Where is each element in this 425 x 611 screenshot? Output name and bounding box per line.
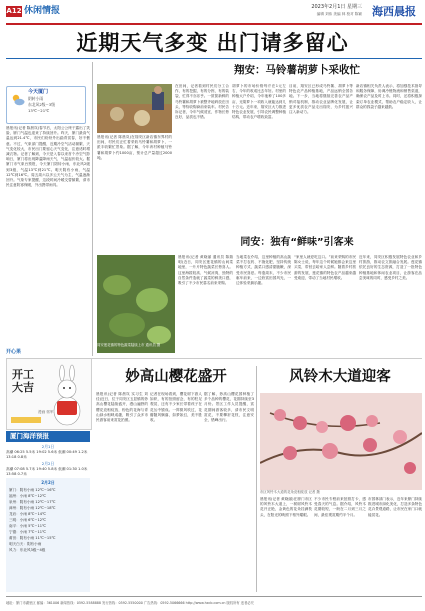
comic-section-label: 开心果 [6,349,22,355]
regional-weather-list [9,487,89,553]
section-title: 休闲情报 [24,6,61,16]
blossom-photo-caption: 市区风铃木大道的花朵竞相绽放 记者 摄 [260,490,320,494]
regional-weather-date: 2月2日 [41,480,55,485]
article-cherry-col1: 晨报讯(记者 陈晨岚 实习生 刘佳)近日，位于同安区五显镇的妙高山樱花陆续盛开，漫山遍野的樱花竞相绽放，粉色的花海与青山绿水相映成趣，吸引了众多市民游客前来赏花拍照。 [96,392,148,423]
tide-date-2: 2月2日 [41,461,55,466]
weather-wind: 东北风2级~3级 [28,102,55,107]
weather-line: 泉州：阴有小雨 12℃~17℃ [9,500,56,504]
article-trumpet-tree-col3: 市园林部门表示，近年来厦门持续推进城市绿化美化，打造多条特色花卉景观道路，让市民在家门口就能赏花。 [368,497,422,517]
article-xiangan-title: 翔安：马铃薯胡萝卜采收忙 [234,64,360,76]
tide-row-2: 高潮 07:08 5.7米 19:40 5.8米 低潮 01:30 1.0米 13:58 0.7米 [6,467,88,477]
weather-line: 明天白天：阴有小雨 [9,542,42,546]
article-tongan-title: 同安：独有“鲜味”引客来 [240,237,354,248]
article-tongan-col4: 近年来，同安区积极发展特色农业和乡村旅游，推动农文旅融合发展。莲花镇依托良好的生态资源，打造了一批特色种植基地和休闲农业项目，让游客在品尝美味的同时，感受乡村之美。 [359,255,422,280]
comic-title-line1: 开工 [12,368,34,381]
weather-line: 风力：东北风3级~4级 [9,548,46,552]
left-article-body: 晨报讯(记者 陈晨岚)春节后，太阳公公终于露出了笑脸，厦门气温也迎来了持续回升。昨天，厦门最高气温达到21.4℃，市民们纷纷外出踏青赏春，好不惬意。不过，气象部门提醒，近期冷空气活动频繁，天气变化较大，市民出门要留心天气变化，注意适时增减衣物。记者了解到，今天是入春以来首个冷空气影响日，厦门将出现降温降雨天气，气温起伏较大。据厦门市气象台预报，今天厦门阴转小雨，东北风2级到3级，气温13℃到21℃。明天阴有小雨，气温12℃到16℃。周五周六以多云天气为主，气温逐渐回升。气象专家提醒，这段时间冷暖交替频繁，请市民注意防寒保暖，外出携带雨具。 [6,126,90,188]
header-divider [6,23,422,25]
vegetable-photo-caption: 同安莲花镇的特色蔬菜陆续上市 通讯员 摄 [97,343,161,347]
cloud-sun-icon [10,92,26,108]
weather-condition: 阴转小雨 [28,96,44,101]
article-trumpet-tree-col1: 晨报讯(记者 黄晓丽)在厦门市区的风铃木大道上，一树树风铃木花开正艳，金黄色的花朵挂满枝头，在阳光的映照下格外耀眼。 [260,497,312,517]
page-footer: 地址：厦门市湖里区 邮编：361006 新闻热线：0592-5588888 发行热线：0592-5550000 广告热线：0592-5066666 http://www.hxcb.com.cn 版权所有 违者必究 [6,596,422,609]
weather-city: 今天厦门 [28,89,49,95]
editor-line: 编辑 刘伟 美编 林 校对 陈颖 [316,12,362,16]
blossom-photo [260,393,422,490]
main-headline: 近期天气多变 出门请多留心 [76,30,349,55]
article-xiangan-col2: 在田间，记者看到村民们分工合作，有的挖掘，有的分拣，有的装袋，忙得不亦乐乎。一筐筐新鲜的马铃薯和胡萝卜被整齐地码放在田头，等待收购商前来装车。村民告诉记者，今年气候适宜，作物长势良好，品质也不错。 [175,84,229,120]
article-cherry-col2: 记者在现场看到，樱花树下游人如织，有的拍照留念，有的驻足观赏，还有不少家长带着孩子在花丛中嬉戏。一阵微风吹过，花瓣随风飘落，如梦如幻，美不胜收。 [150,392,202,423]
comic-title-line2: 大吉 [12,381,34,394]
tide-date-1: 2月1日 [41,444,55,449]
page-code-badge: A12 [6,7,22,15]
article-tongan-col3: “家里人就爱吃这口。”前来采购的市民陈女士说，每年这个时候她都会来这里买菜，带回去给家人尝鲜。随着乡村旅游的发展，莲花镇的特色农产品越来越受欢迎，带动了当地村民增收。 [294,255,356,280]
radish-harvest-photo [97,84,172,133]
weather-line: 南平：小雨 5℃~11℃ [9,524,47,528]
newspaper-logo: 海西晨报 [372,5,416,18]
weather-line: 三明：小雨 6℃~12℃ [9,518,47,522]
tide-forecast-header: 厦门海洋预报 [6,431,90,442]
vegetable-field-photo [97,255,175,353]
section-divider [6,358,422,359]
weather-temperature: 13℃~21℃ [28,108,50,113]
comic-signature: 漫画 郭军 [38,410,54,414]
headline-divider [6,58,422,59]
article-xiangan-col4: 目前，翔安区已形成马铃薯、胡萝卜等特色农产品种植基地，产品远销全国各地。下一步，当地将继续完善农产品产销对接机制，推动农业品牌化发展，让更多优质农产品走出翔安，为乡村振兴注入新动力。 [289,84,353,115]
weather-line: 宁德：小雨 7℃~11℃ [9,530,47,534]
column-divider [92,62,93,356]
weather-line: 福州：小雨 8℃~12℃ [9,494,47,498]
article-tongan-col2: 当地菜农介绍，这里种植的高山蔬菜不打农药、不施化肥，坚持传统种植方式，蔬菜口感清甜脆嫩，深受市民喜爱。每逢周末，不少市民驱车前来，一边欣赏田园风光，一边体验采摘乐趣。 [236,255,291,286]
weather-line: 龙岩：小雨 8℃~14℃ [9,512,47,516]
article-trumpet-tree-title: 风铃木大道迎客 [289,368,391,385]
article-xiangan-col1: 晨报讯(记者 陈晨岚)在翔安区新店镇东界村的田间，村民们正忙着采收马铃薯和胡萝卜，一派丰收繁忙景象。据了解，今年该村种植马铃薯和胡萝卜约1000亩，预计总产量超过2000吨。 [97,135,172,160]
tide-row-1: 高潮 06:25 5.5米 19:02 5.6米 低潮 00:49 1.2米 13:18 0.8米 [6,450,88,460]
weather-line: 莆田：阴有小雨 11℃~15℃ [9,536,56,540]
issue-date: 2023年2月1日 星期三 [311,4,362,10]
weather-line: 漳州：阴有小雨 12℃~18℃ [9,506,56,510]
article-tongan-col1: 晨报讯(记者 黄晓丽 通讯员 陈瑞明)近日，同安区莲花镇的山间菜地里，一片片特色蔬菜长势喜人。这里海拔较高、气候凉爽，独特的自然条件造就了蔬菜的鲜美口感，吸引了不少市民慕名前来采购。 [178,255,233,286]
article-cherry-col3: 据了解，妙高山樱花园种植了多个品种的樱花，花期持续至3月份。景区工作人员提醒，赏花期间游客较多，请市民文明赏花，不要攀折花枝，注意安全，错峰出行。 [204,392,254,423]
article-trumpet-tree-col2: 不少市民专程前来拍照打卡，感受春天的气息。据介绍，风铃木花期较短，一般在二月到三月之间，最佳观赏期约半个月。 [314,497,366,517]
article-xiangan-col5: 新店镇相关负责人表示，将加强技术指导和服务保障，协调冷链物流和销售渠道，确保农产品及时上市。同时，还将积极探索订单农业模式，帮助农户稳定收入，让群众的钱袋子越来越鼓。 [356,84,422,109]
article-cherry-title: 妙高山樱花盛开 [125,368,227,385]
weather-line: 厦门：阴有小雨 12℃~16℃ [9,488,56,492]
article-xiangan-col3: 胡萝卜的市场价格每斤在1元左右，今年的收成比去年好。村里的种植大户介绍，今年他种了100多亩，光胡萝卜一项收入就能达到几十万元。近年来，翔安区大力推进特色农业发展，引导农民调整种植结构，带动农户增收致富。 [232,84,286,120]
column-divider-bottom [256,366,257,592]
